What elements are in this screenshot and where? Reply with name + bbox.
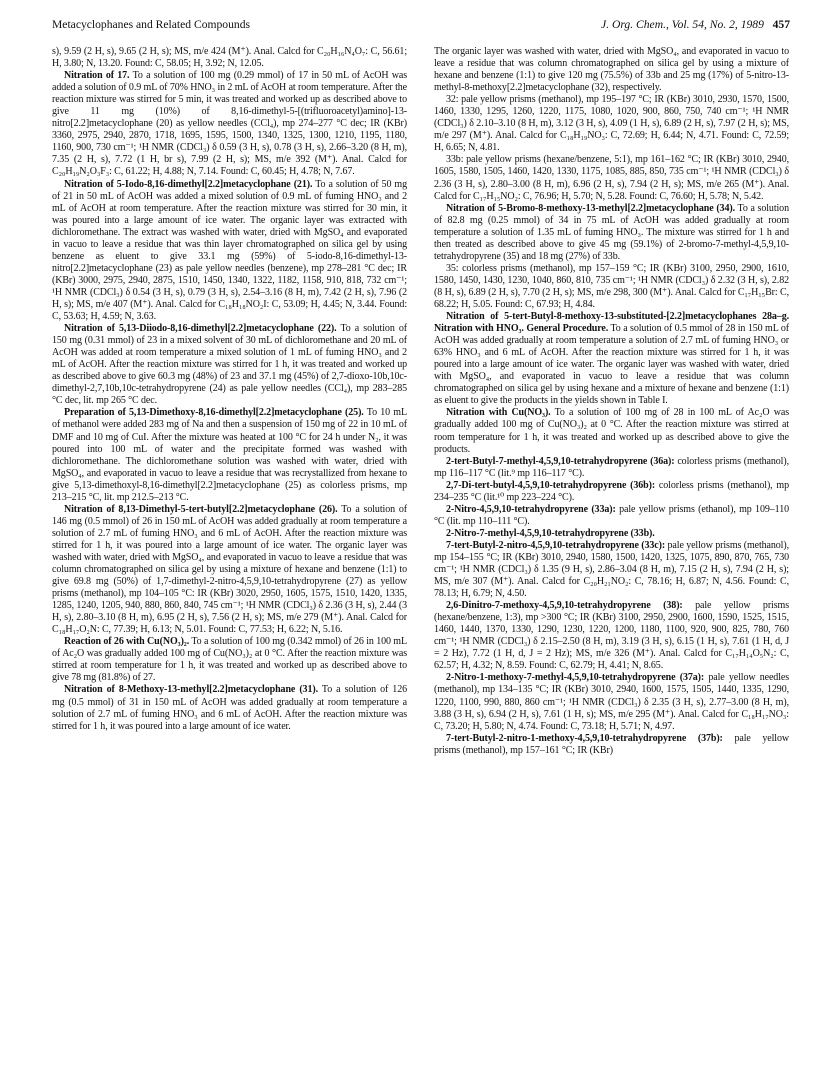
paragraph-text: To a solution of 100 mg of 28 in 100 mL of Ac₂O was gradually added 100 mg of Cu(NO₃)₂ at 0 °C. After the reaction mixture was stirred at room temperature for 1 h, it was treated and worked up as described above to give the products.: [434, 407, 789, 455]
page-header: [52, 18, 790, 34]
paragraph-text: pale yellow prisms (ethanol), mp 109–110 °C (lit. mp 110–111 °C).: [434, 503, 789, 527]
paragraph-text: To a solution of 100 mg (0.29 mmol) of 17 in 50 mL of AcOH was added a solution of 0.9 mL of 70% HNO₃ in 2 mL of AcOH at room temperature. After the reaction mixture was stirred for 5 min, it was treated and worked up as described above to give 11 mg (10%) of 8,16-dimethyl-5-[(trifluoroacetyl)amino]-13-nitro[2.2]metacyclophane (20) as yellow needles (CCl₄), mp 274–277 °C dec; IR (KBr) 3360, 2975, 2940, 2870, 1718, 1695, 1595, 1500, 1340, 1325, 1300, 1210, 1195, 1180, 1160, 900, 730 cm⁻¹; ¹H NMR (CDCl₃) δ 0.59 (3 H, s), 0.78 (3 H, s), 2.66–3.20 (8 H, m), 7.35 (2 H, s), 7.72 (1 H, br s), 7.99 (2 H, s); MS, m/e 392 (M⁺). Anal. Calcd for C₂₀H₁₉N₂O₃F₃: C, 61.22; H, 4.88; N, 7.14. Found: C, 60.45; H, 4.78; N, 7.67.: [52, 70, 408, 178]
paragraph: [434, 672, 789, 732]
paragraph-heading: Nitration of 5-tert-Butyl-8-methoxy-13-substituted-[2.2]metacyclophanes 28a–g. Nitration with HNO₃. General Procedure.: [434, 311, 789, 335]
paragraph: [52, 179, 407, 324]
running-title: Metacyclophanes and Related Compounds: [52, 18, 251, 31]
paragraph-text: 33b: pale yellow prisms (hexane/benzene, 5:1), mp 161–162 °C; IR (KBr) 3010, 2940, 1605, 1580, 1505, 1460, 1420, 1330, 1175, 1085, 885, 850, 735 cm⁻¹; ¹H NMR (CDCl₃) δ 2.36 (3 H, s), 2.80–3.00 (8 H, m), 6.96 (2 H, s), 7.94 (2 H, s); MS, m/e 265 (M⁺). Anal. Calcd for C₁₇H₁₅NO₂: C, 76.96; H, 5.70; N, 5.28. Found: C, 76.60; H, 5.78; N, 5.42.: [434, 154, 789, 202]
paragraph-text: pale yellow needles (methanol), mp 134–135 °C; IR (KBr) 3010, 2940, 1600, 1575, 1505, 1440, 1335, 1290, 1220, 1100, 990, 880, 860 cm⁻¹; ¹H NMR (CDCl₃) δ 2.35 (3 H, s), 2.77–3.00 (8 H, m), 3.88 (3 H, s), 6.94 (2 H, s), 7.61 (1 H, s); MS, m/e 295 (M⁺). Anal. Calcd for C₁₈H₁₇NO₃: C, 73.20; H, 5.80; N, 4.74. Found: C, 73.18; H, 5.71; N, 4.97.: [434, 672, 789, 732]
paragraph-text: colorless prisms (methanol), mp 116–117 °C (lit.⁹ mp 116–117 °C).: [434, 455, 789, 479]
paragraph: [434, 540, 789, 600]
paragraph-text: To a solution of 82.8 mg (0.25 mmol) of 34 in 75 mL of AcOH was added gradually at room temperature a solution of 1.35 mL of fuming HNO₃. The mixture was stirred for 1 h and then treated as described above to give 45 mg (59.1%) of 2-bromo-7-methyl-4,5,9,10-tetrahydropyrene (35) and 18 mg (27%) of 33b.: [434, 202, 789, 262]
paragraph-heading: Nitration of 17.: [64, 70, 130, 82]
paragraph: [434, 154, 789, 202]
paragraph: [434, 456, 789, 480]
journal-name: J. Org. Chem.,: [601, 18, 669, 31]
paragraph-text: To a solution of 0.5 mmol of 28 in 150 mL of AcOH was added gradually at room temperature a solution of 2.7 mL of fuming HNO₃ or 63% HNO₃ and 6 mL of AcOH. After the reaction mixture was stirred for 1 h, it was poured into a large amount of ice water. The organic layer was washed with water, dried with MgSO₄, and evaporated in vacuo to leave a residue that was column chromatographed on silica gel by using hexane and a mixture of hexane and benzene (1:1) as eluent to give the products in the yields shown in Table I.: [434, 323, 790, 407]
paragraph: [434, 600, 789, 672]
paragraph: [434, 203, 789, 263]
journal-volume: Vol. 54, No. 2, 1989: [671, 18, 764, 31]
paragraph-text: s), 9.59 (2 H, s), 9.65 (2 H, s); MS, m/e 424 (M⁺). Anal. Calcd for C₂₀H₁₆N₄O₇: C, 56.61; H, 3.80; N, 13.20. Found: C, 58.05; H, 3.92; N, 12.05.: [52, 46, 407, 70]
paragraph-heading: Nitration of 5,13-Diiodo-8,16-dimethyl[2.2]metacyclophane (22).: [64, 323, 337, 335]
paragraph-heading: 2,6-Dinitro-7-methoxy-4,5,9,10-tetrahydropyrene (38):: [446, 600, 683, 612]
paragraph-text: To 10 mL of methanol were added 283 mg of Na and then a suspension of 150 mg of 22 in 10 mL of DMF and 10 mg of CuI. After the mixture was heated at 100 °C for 24 h under N₂, it was poured into 100 mL of water and the precipitate formed was washed with dichloromethane. The dichloromethane solution was washed with water, dried with MgSO₄, and evaporated in vacuo to leave a residue that was recrystallized from hexane to give 5,13-dimethoxyl-8,16-dimethyl[2.2]metacyclophane (25) as colorless prisms, mp 213–215 °C, lit. mp 212.5–213 °C.: [52, 407, 407, 503]
paragraph: [434, 94, 789, 154]
paragraph: [434, 407, 789, 455]
paragraph-text: pale yellow prisms (methanol), mp 157–161 °C; IR (KBr): [434, 732, 789, 756]
paragraph: [52, 407, 407, 503]
paragraph-heading: Nitration of 5-Iodo-8,16-dimethyl[2.2]metacyclophane (21).: [64, 178, 313, 190]
paragraph-text: colorless prisms (methanol), mp 234–235 °C (lit.¹⁰ mp 223–224 °C).: [434, 479, 789, 503]
paragraph-heading: 2-Nitro-7-methyl-4,5,9,10-tetrahydropyrene (33b).: [446, 527, 655, 539]
paragraph-text: 32: pale yellow prisms (methanol), mp 195–197 °C; IR (KBr) 3010, 2930, 1570, 1500, 1460, 1330, 1295, 1260, 1220, 1175, 1080, 1020, 900, 860, 750, 740 cm⁻¹; ¹H NMR (CDCl₃) δ 2.10–3.10 (8 H, m), 3.12 (3 H, s), 4.09 (1 H, s), 6.89 (2 H, s), 7.97 (2 H, s); MS, m/e 297 (M⁺). Anal. Calcd for C₁₈H₁₉NO₃: C, 72.69; H, 6.44; N, 4.71. Found: C, 72.59; H, 6.65; N, 4.81.: [434, 94, 789, 154]
paragraph-heading: 2-Nitro-4,5,9,10-tetrahydropyrene (33a):: [446, 503, 616, 515]
paragraph: [434, 263, 789, 311]
paragraph: [434, 733, 789, 757]
paragraph-heading: 7-tert-Butyl-2-nitro-4,5,9,10-tetrahydropyrene (33c):: [446, 539, 666, 551]
paragraph: [52, 636, 407, 684]
paragraph: [434, 480, 789, 504]
paragraph: [434, 528, 789, 540]
paragraph-heading: Nitration of 5-Bromo-8-methoxy-13-methyl[2.2]metacyclophane (34).: [446, 202, 735, 214]
paragraph-heading: 2-tert-Butyl-7-methyl-4,5,9,10-tetrahydropyrene (36a):: [446, 455, 675, 467]
paragraph-text: To a solution of 50 mg of 21 in 50 mL of AcOH was added a mixed solution of 0.9 mL of fuming HNO₃ and 2 mL of AcOH at room temperature. After the reaction mixture was stirred for 30 min, it was poured into a large amount of ice water. The organic layer was extracted with dichloromethane. The extract was washed with water, dried with MgSO₄ and evaporated in vacuo to leave a residue that was thin layer chromatographed on silica gel by using benzene as eluent to give 33.1 mg (59%) of 5-iodo-8,16-dimethyl-13-nitro[2.2]metacyclophane (23) as pale yellow needles (benzene), mp 278–281 °C dec; IR (KBr) 3000, 2975, 2940, 2875, 1510, 1450, 1340, 1322, 1182, 1158, 910, 818, 732 cm⁻¹; ¹H NMR (CDCl₃) δ 0.54 (3 H, s), 0.79 (3 H, s), 2.54–3.16 (8 H, m), 7.42 (2 H, s), 7.96 (2 H, s); MS, m/e 407 (M⁺). Anal. Calcd for C₁₈H₁₈NO₂I: C, 53.09; H, 4.45; N, 3.44. Found: C, 53.63; H, 4.59; N, 3.63.: [52, 178, 407, 323]
paragraph-heading: 7-tert-Butyl-2-nitro-1-methoxy-4,5,9,10-tetrahydropyrene (37b):: [446, 732, 723, 744]
paragraph-heading: Reaction of 26 with Cu(NO₃)₂.: [64, 636, 190, 648]
paragraph-heading: Nitration of 8-Methoxy-13-methyl[2.2]metacyclophane (31).: [64, 684, 318, 696]
paragraph-text: To a solution of 100 mg (0.342 mmol) of 26 in 100 mL of Ac₂O was gradually added 100 mg of Cu(NO₃)₂ at 0 °C. After the reaction mixture was stirred at room temperature for 1 h, it was treated and worked up as described above to give 78 mg (81.8%) of 27.: [52, 636, 407, 684]
right-column: [434, 46, 789, 757]
paragraph: [52, 684, 407, 732]
page-number: 457: [772, 18, 790, 31]
paragraph-text: To a solution of 146 mg (0.5 mmol) of 26 in 150 mL of AcOH was added gradually at room temperature a solution of 2.7 mL of fuming HNO₃ and 6 mL of AcOH. After the reaction mixture was stirred for 1 h, it was poured into a large amount of ice water. The organic layer was washed with water, dried with MgSO₄, and evaporated in vacuo to leave a residue that was column chromatographed on silica gel by using a mixture of hexane and benzene (1:1) to give 69.8 mg (50%) of 1,7-dimethyl-2-nitro-4,5,9,10-tetrahydropyrene (27) as yellow prisms (methanol), mp 104–105 °C: IR (KBr) 3020, 2950, 1605, 1575, 1510, 1420, 1335, 1285, 1240, 1205, 940, 880, 860, 840, 745 cm⁻¹; ¹H NMR (CDCl₃) δ 2.36 (3 H, s), 2.44 (3 H, s), 2.80–3.10 (8 H, m), 6.95 (2 H, s), 7.56 (2 H, s); MS, m/e 279 (M⁺). Anal. Calcd for C₁₈H₁₇O₂N: C, 77.39; H, 6.13; N, 5.01. Found: C, 77.53; H, 6.22; N, 5.16.: [52, 503, 408, 636]
paragraph-text: To a solution of 126 mg (0.5 mmol) of 31 in 150 mL of AcOH was added gradually at room temperature a solution of 2.7 mL of fuming HNO₃ and 6 mL of AcOH. After the reaction mixture was stirred for 1 h, it was poured into a large amount of ice water.: [52, 684, 408, 732]
paragraph: [52, 323, 407, 407]
paragraph: [52, 70, 407, 178]
paragraph: [52, 504, 407, 637]
paragraph-text: The organic layer was washed with water, dried with MgSO₄, and evaporated in vacuo to leave a residue that was column chromatographed on silica gel by using a mixture of hexane and benzene (1:1) to give 120 mg (75.5%) of 33b and 25 mg (17%) of 5-nitro-13-methyl-8-methoxy[2.2]metacyclophane (32), respectively.: [434, 46, 789, 94]
left-column: [52, 46, 407, 733]
paragraph-heading: 2,7-Di-tert-butyl-4,5,9,10-tetrahydropyrene (36b):: [446, 479, 656, 491]
paragraph: [52, 46, 407, 70]
paragraph-heading: Preparation of 5,13-Dimethoxy-8,16-dimethyl[2.2]metacyclophane (25).: [64, 407, 364, 419]
paragraph-heading: 2-Nitro-1-methoxy-7-methyl-4,5,9,10-tetrahydropyrene (37a):: [446, 672, 705, 684]
paragraph-text: pale yellow prisms (methanol), mp 154–155 °C; IR (KBr) 3010, 2940, 1580, 1500, 1420, 1325, 1075, 890, 870, 765, 730 cm⁻¹; ¹H NMR (CDCl₃) δ 1.35 (9 H, s), 2.86–3.04 (8 H, m), 7.15 (2 H, s), 7.94 (2 H, s); MS, m/e 307 (M⁺). Anal. Calcd for C₂₀H₂₁NO₂: C, 78.16; H, 6.87; N, 4.56. Found: C, 78.13; H, 6.79; N, 4.50.: [434, 539, 789, 600]
paragraph: [434, 311, 789, 407]
paragraph-text: 35: colorless prisms (methanol), mp 157–159 °C; IR (KBr) 3100, 2950, 2900, 1610, 1580, 1450, 1430, 1230, 1040, 860, 810, 735 cm⁻¹; ¹H NMR (CDCl₃) δ 2.32 (3 H, s), 2.82 (8 H, s), 6.89 (2 H, s), 7.70 (2 H, s); MS, m/e 298, 300 (M⁺). Anal. Calcd for C₁₇H₁₅Br: C, 68.22; H, 5.05. Found: C, 67.93; H, 4.84.: [434, 262, 789, 310]
paragraph-text: pale yellow prisms (hexane/benzene, 1:3), mp >300 °C; IR (KBr) 3100, 2950, 2900, 1600, 1590, 1525, 1515, 1460, 1440, 1370, 1330, 1290, 1230, 1220, 1200, 1180, 1100, 920, 900, 825, 780, 760 cm⁻¹; ¹H NMR (CDCl₃) δ 2.15–2.50 (8 H, m), 3.19 (3 H, s), 6.15 (1 H, s), 7.61 (1 H, d, J = 2 Hz), 7.72 (1 H, d, J = 2 Hz); MS, m/e 326 (M⁺). Anal. Calcd for C₁₇H₁₄O₅N₂: C, 62.57; H, 4.32; N, 8.59. Found: C, 62.79; H, 4.41; N, 8.65.: [434, 600, 789, 672]
paragraph: [434, 46, 789, 94]
paragraph-text: To a solution of 150 mg (0.31 mmol) of 23 in a mixed solvent of 30 mL of dichloromethane and 20 mL of AcOH was added at room temperature a mixed solution of 1 mL of fuming HNO₃ and 2 mL of AcOH. After the reaction mixture was stirred for 1 h, it was treated and worked up as described above to give 60.3 mg (48%) of 23 and 37.1 mg (45%) of 2,7-dioxo-10b,10c-dimethyl-2,7,10b,10c-tetrahydropyrene (24) as pale yellow needles (CCl₄), mp 283–285 °C dec, lit. mp 265 °C dec.: [52, 323, 407, 407]
paragraph-heading: Nitration of 8,13-Dimethyl-5-tert-butyl[2.2]metacyclophane (26).: [64, 503, 338, 515]
paragraph: [434, 504, 789, 528]
journal-citation: [601, 18, 790, 32]
paragraph-heading: Nitration with Cu(NO₃).: [446, 407, 551, 419]
